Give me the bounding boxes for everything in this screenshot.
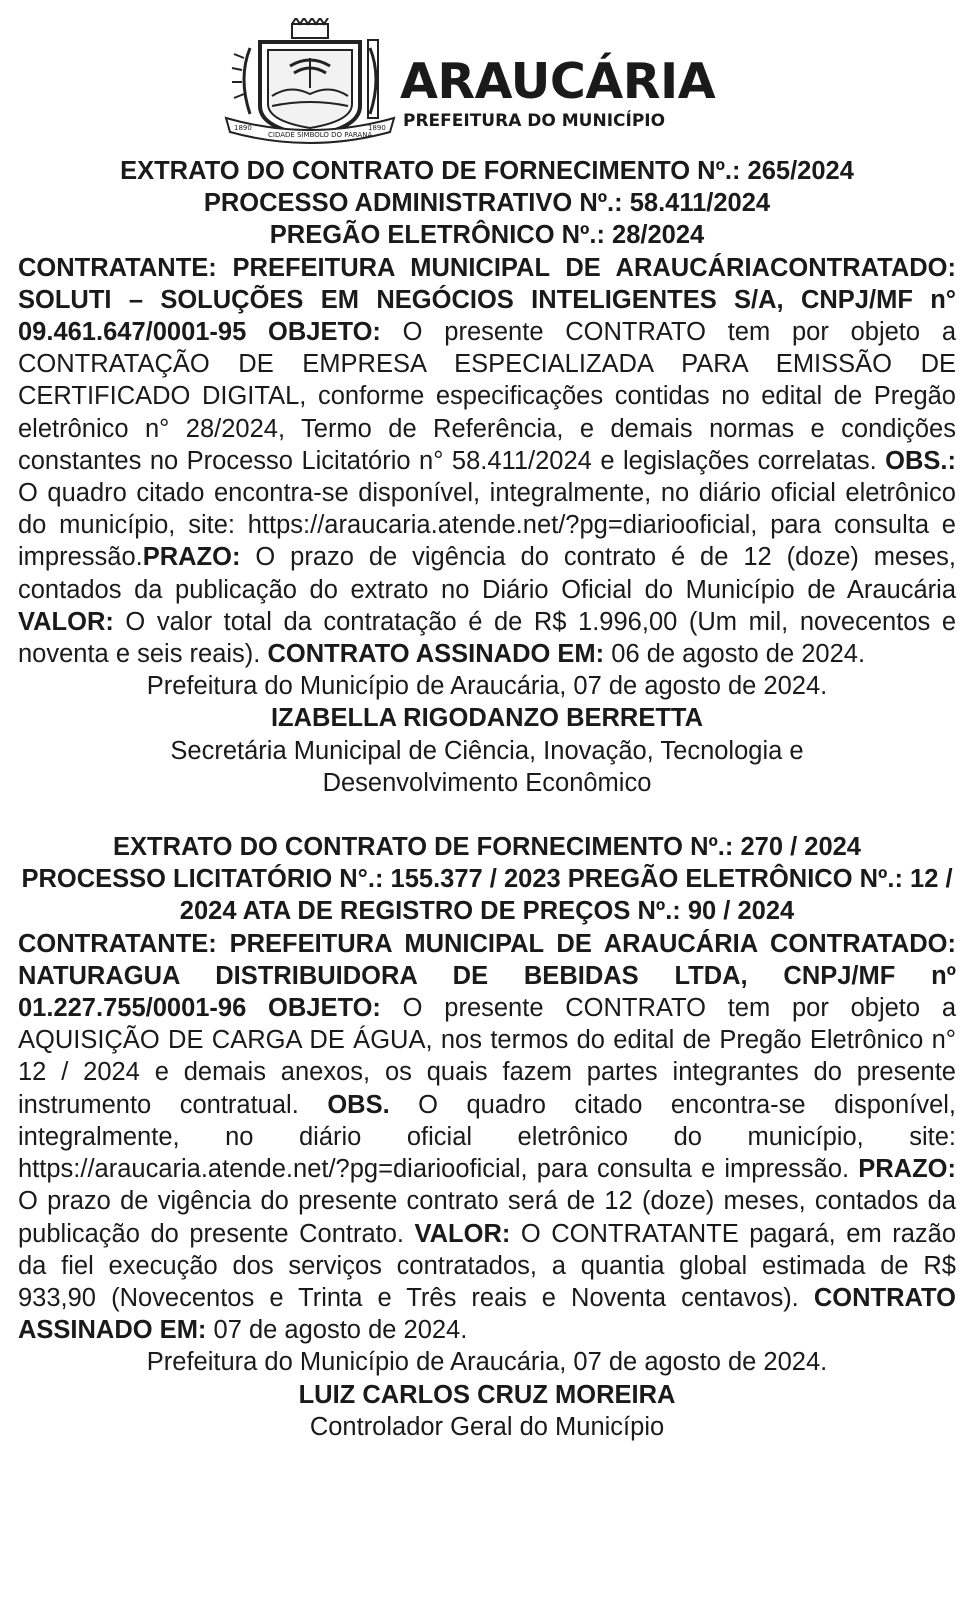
- text-run: PRAZO:: [858, 1155, 956, 1184]
- extrato-2-place-date: Prefeitura do Município de Araucária, 07 de agosto de 2024.: [146, 1348, 828, 1377]
- extrato-1-place-date: Prefeitura do Município de Araucária, 07 de agosto de 2024.: [146, 672, 828, 701]
- extrato-2-process: PROCESSO LICITATÓRIO N°.: 155.377 / 2023 PREGÃO ELETRÔNICO Nº.: 12 / 2024 ATA DE REGISTRO DE PREÇOS Nº.: 90 / 2024: [21, 865, 953, 926]
- text-run: O valor total da contratação é de R$ 1.996,00 (Um mil, novecentos e noventa e seis reais).: [18, 607, 956, 669]
- extrato-1-body: [18, 252, 956, 671]
- text-run: VALOR:: [414, 1219, 511, 1248]
- brand-name: ARAUCÁRIA: [400, 53, 716, 110]
- text-run: 07 de agosto de 2024.: [206, 1316, 468, 1345]
- extrato-1: [18, 155, 956, 799]
- extrato-1-pregao: PREGÃO ELETRÔNICO Nº.: 28/2024: [269, 221, 705, 250]
- text-run: CONTRATANTE: PREFEITURA MUNICIPAL DE ARAUCÁRIA: [18, 253, 770, 282]
- text-run: O quadro citado encontra-se disponível, integralmente, no diário oficial eletrônico do município, site: https://araucaria.atende.net/?pg=diariooficial, para consulta e impressão.: [18, 1090, 957, 1184]
- text-run: PRAZO:: [142, 543, 241, 572]
- extrato-1-signer-role-cont: Desenvolvimento Econômico: [322, 768, 652, 797]
- seal-motto: CIDADE SÍMBOLO DO PARANÁ: [268, 131, 373, 139]
- extrato-2-signer-role: Controlador Geral do Município: [309, 1412, 665, 1441]
- text-run: O CONTRATANTE pagará, em razão da fiel execução dos serviços contratados, a quantia global estimada de R$ 933,90 (Novecentos e Trinta e Três reais e Noventa centavos).: [18, 1219, 956, 1312]
- seal-year-right: 1890: [368, 124, 386, 132]
- text-run: CONTRATANTE: PREFEITURA MUNICIPAL DE ARAUCÁRIA: [18, 929, 770, 958]
- text-run: O presente CONTRATO tem por objeto a CONTRATAÇÃO DE EMPRESA ESPECIALIZADA PARA EMISSÃO DE CERTIFICADO DIGITAL, conforme especificações contidas no edital de Pregão eletrônico n° 28/2024, Termo de Referência, e demais normas e condições constantes no Processo Licitatório n° 58.411/2024 e legislações correlatas.: [18, 318, 956, 475]
- text-run: CONTRATADO: NATURAGUA DISTRIBUIDORA DE BEBIDAS LTDA, CNPJ/MF nº 01.227.755/0001-96 OBJETO:: [18, 929, 956, 1023]
- document-body: [18, 155, 956, 1443]
- extrato-2-body: [18, 928, 956, 1347]
- text-run: O presente CONTRATO tem por objeto a AQUISIÇÃO DE CARGA DE ÁGUA, nos termos do edital de Pregão Eletrônico n° 12 / 2024 e demais anexos, os quais fazem partes integrantes do presente instrumento contratual.: [18, 994, 956, 1119]
- brand-subtitle: PREFEITURA DO MUNICÍPIO: [403, 111, 666, 131]
- extrato-2-signer-name: LUIZ CARLOS CRUZ MOREIRA: [298, 1380, 676, 1409]
- municipal-coat-of-arms-icon: [220, 18, 400, 146]
- extrato-1-signer-role: Secretária Municipal de Ciência, Inovação, Tecnologia e: [170, 736, 804, 765]
- extrato-2: [18, 831, 956, 1443]
- text-run: OBS.:: [885, 446, 956, 475]
- extrato-1-title: EXTRATO DO CONTRATO DE FORNECIMENTO Nº.: 265/2024: [120, 157, 854, 185]
- text-run: CONTRATO ASSINADO EM:: [18, 1283, 956, 1345]
- text-run: OBS.: [327, 1090, 390, 1119]
- section-gap: [18, 799, 956, 831]
- text-run: 06 de agosto de 2024.: [604, 640, 866, 669]
- extrato-1-process: PROCESSO ADMINISTRATIVO Nº.: 58.411/2024: [203, 189, 771, 218]
- extrato-1-signer-name: IZABELLA RIGODANZO BERRETTA: [270, 704, 704, 733]
- extrato-2-title: EXTRATO DO CONTRATO DE FORNECIMENTO Nº.: 270 / 2024: [113, 833, 861, 862]
- seal-year-left: 1890: [234, 124, 252, 132]
- text-run: O prazo de vigência do presente contrato será de 12 (doze) meses, contados da publicação do presente Contrato.: [18, 1187, 956, 1248]
- text-run: VALOR:: [18, 607, 114, 636]
- header-logo: [220, 18, 760, 146]
- text-run: CONTRATADO: SOLUTI – SOLUÇÕES EM NEGÓCIOS INTELIGENTES S/A, CNPJ/MF n° 09.461.647/0001-95 OBJETO:: [18, 253, 956, 347]
- text-run: O quadro citado encontra-se disponível, integralmente, no diário oficial eletrônico do município, site: https://araucaria.atende.net/?pg=diariooficial, para consulta e impressão.: [18, 479, 956, 572]
- text-run: O prazo de vigência do contrato é de 12 (doze) meses, contados da publicação do extrato no Diário Oficial do Município de Araucária: [18, 543, 956, 604]
- text-run: CONTRATO ASSINADO EM:: [267, 640, 605, 669]
